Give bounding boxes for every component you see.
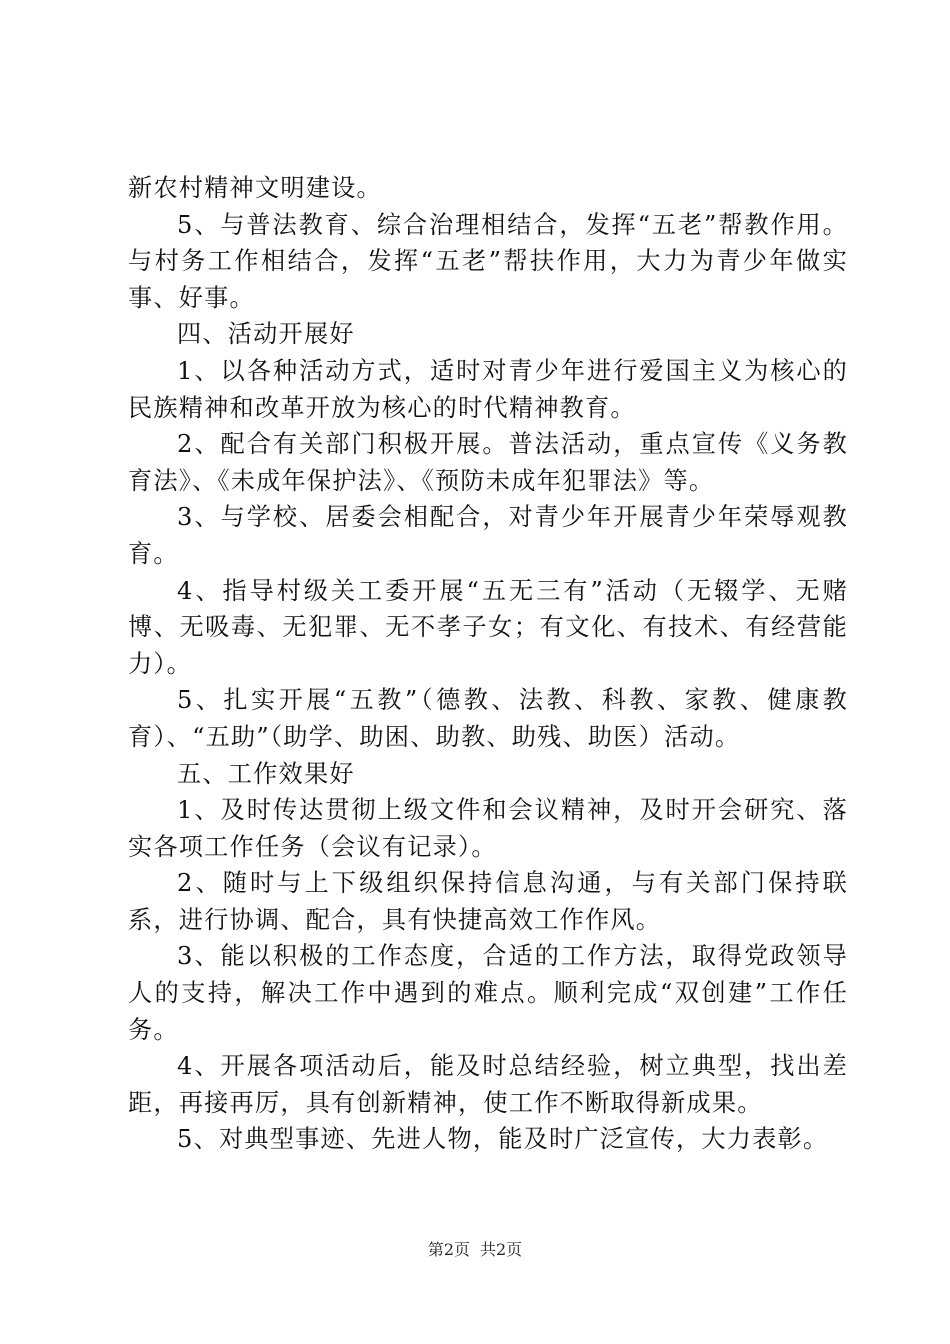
paragraph: 新农村精神文明建设。	[128, 174, 382, 202]
paragraph: 5、与普法教育、综合治理相结合，发挥“五老”帮教作用。与村务工作相结合，发挥“五老”帮扶作用，大力为青少年做实事、好事。	[128, 210, 848, 312]
page-footer	[0, 1240, 950, 1260]
paragraph: 5、对典型事迹、先进人物，能及时广泛宣传，大力表彰。	[177, 1125, 829, 1154]
page-number-current: 第2页	[427, 1240, 470, 1259]
paragraph: 1、及时传达贯彻上级文件和会议精神，及时开会研究、落实各项工作任务（会议有记录）。	[128, 796, 848, 861]
paragraph: 4、开展各项活动后，能及时总结经验，树立典型，找出差距，再接再厉，具有创新精神，使工作不断取得新成果。	[128, 1052, 848, 1117]
paragraph: 4、指导村级关工委开展“五无三有”活动（无辍学、无赌博、无吸毒、无犯罪、无不孝子女；有文化、有技术、有经营能力）。	[128, 576, 848, 678]
paragraph: 1、以各种活动方式，适时对青少年进行爱国主义为核心的民族精神和改革开放为核心的时代精神教育。	[128, 356, 848, 422]
page-number-total: 共2页	[480, 1240, 523, 1259]
document-body	[128, 170, 848, 1158]
paragraph: 3、能以积极的工作态度，合适的工作方法，取得党政领导人的支持，解决工作中遇到的难点。顺利完成“双创建”工作任务。	[128, 942, 848, 1044]
section-heading: 四、活动开展好	[177, 320, 355, 349]
paragraph: 2、随时与上下级组织保持信息沟通，与有关部门保持联系，进行协调、配合，具有快捷高效工作作风。	[128, 869, 848, 934]
paragraph: 2、配合有关部门积极开展。普法活动，重点宣传《义务教育法》、《未成年保护法》、《预防未成年犯罪法》等。	[128, 430, 848, 495]
paragraph: 3、与学校、居委会相配合，对青少年开展青少年荣辱观教育。	[128, 503, 848, 568]
section-heading: 五、工作效果好	[177, 759, 355, 788]
paragraph: 5、扎实开展“五教”（德教、法教、科教、家教、健康教育）、“五助”（助学、助困、助教、助残、助医）活动。	[128, 686, 848, 751]
